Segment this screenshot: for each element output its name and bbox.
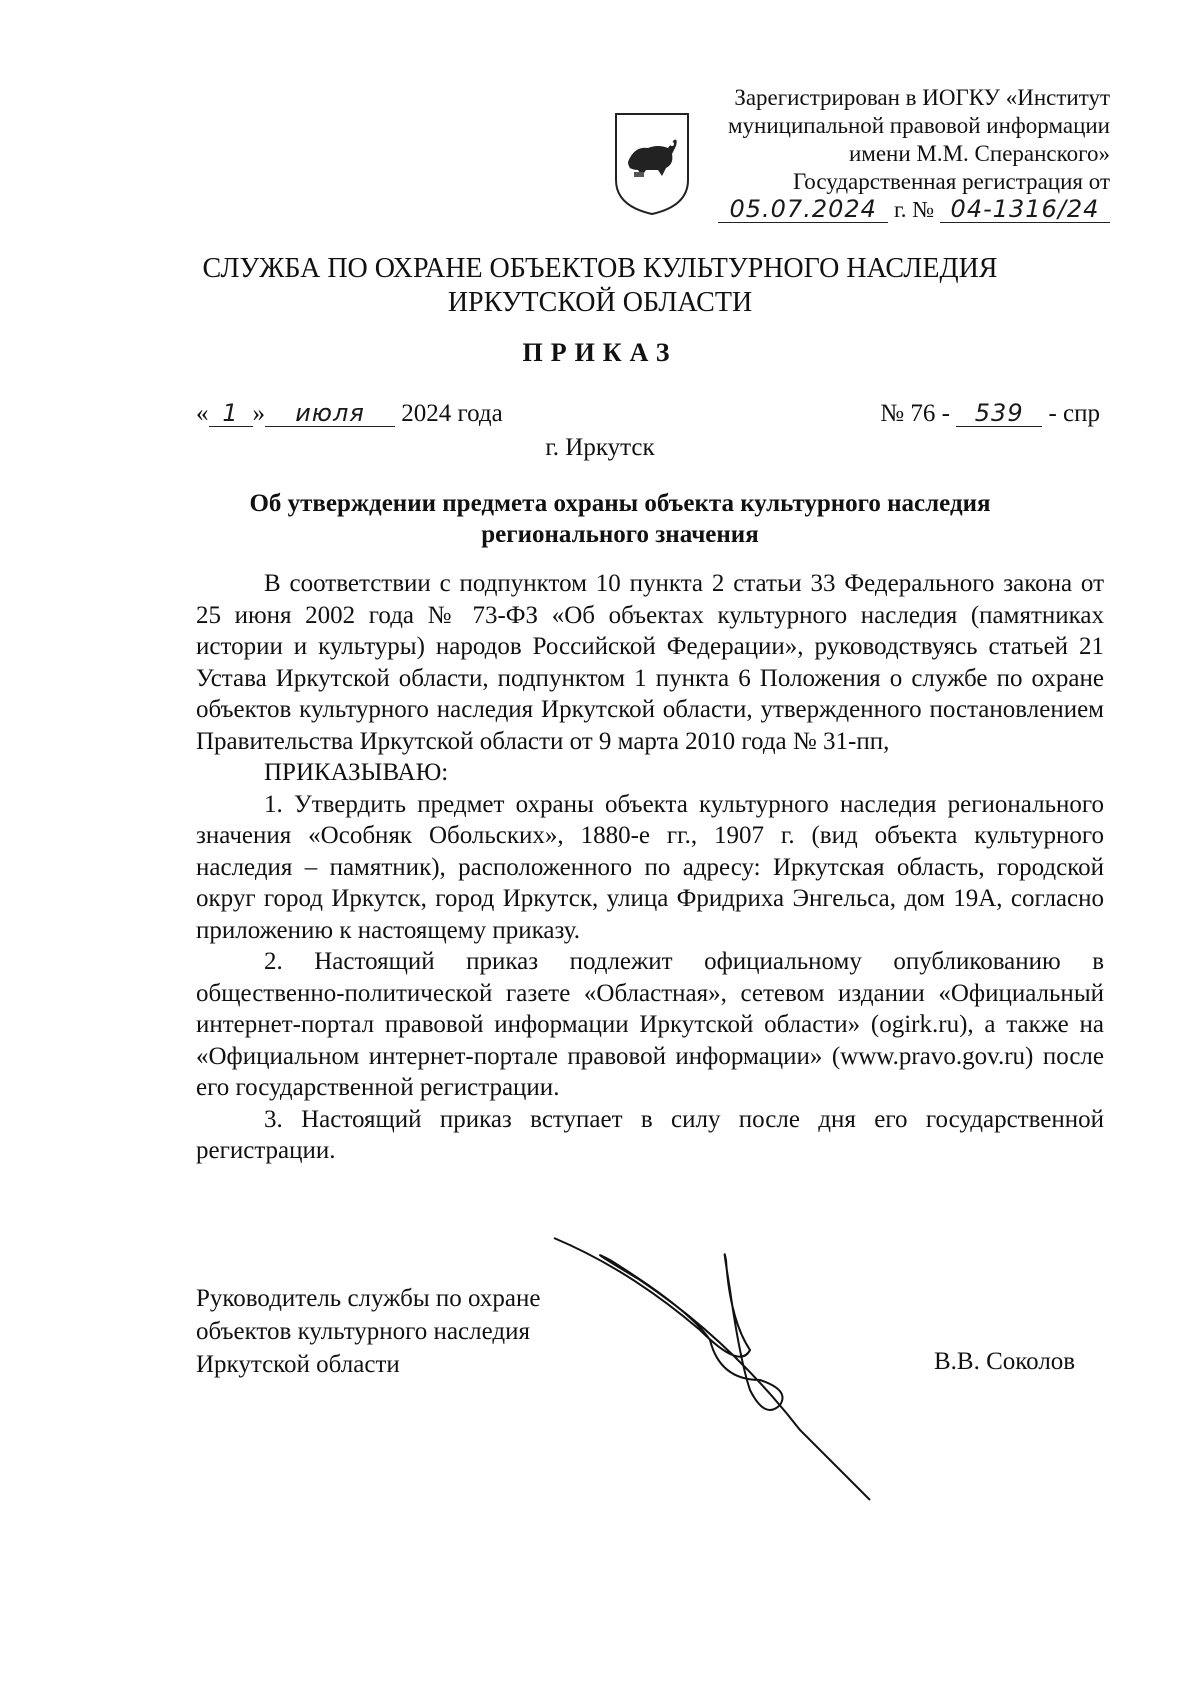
registration-year-suffix: г. № bbox=[893, 197, 935, 222]
order-item-2: 2. Настоящий приказ подлежит официальному опубликованию в общественно-политической газете «Областная», сетевом издании «Официальный интернет-портал правовой информации Иркутской области» (ogirk.ru), а также на «Официальном интернет-портале правовой информации» (www.pravo.gov.ru) после его государственной регистрации. bbox=[196, 948, 1104, 1101]
signatory-position-line-3: Иркутской области bbox=[196, 1351, 400, 1378]
registration-line-4: Государственная регистрация от bbox=[793, 169, 1110, 194]
registration-line-3: имени М.М. Сперанского» bbox=[848, 141, 1110, 166]
signatory-name: В.В. Соколов bbox=[934, 1348, 1076, 1375]
document-title-line-1: Об утверждении предмета охраны объекта культурного наследия bbox=[249, 490, 991, 517]
date-year: 2024 года bbox=[401, 400, 503, 427]
order-item-3: 3. Настоящий приказ вступает в силу после дня его государственной регистрации. bbox=[196, 1105, 1104, 1164]
document-title-line-2: регионального значения bbox=[481, 521, 759, 548]
agency-name-line-2: ИРКУТСКОЙ ОБЛАСТИ bbox=[447, 287, 753, 318]
order-item-1: 1. Утвердить предмет охраны объекта культурного наследия регионального значения «Особняк Обольских», 1880-е гг., 1907 г. (вид объекта культурного наследия – памятник), расположенного по адресу: Иркутская область, городской округ город Иркутск, город Иркутск, улица Фридриха Энгельса, дом 19А, согласно приложению к настоящему приказу. bbox=[196, 790, 1104, 944]
city: г. Иркутск bbox=[545, 434, 655, 461]
document-type: ПРИКАЗ bbox=[522, 338, 678, 367]
agency-name bbox=[0, 252, 1200, 320]
registration-number: 04-1316/24 bbox=[940, 196, 1110, 223]
registration-line-2: муниципальной правовой информации bbox=[727, 113, 1110, 138]
coat-of-arms-emblem bbox=[612, 110, 692, 218]
registration-date-number-line bbox=[690, 196, 1110, 224]
signatory-position-line-1: Руководитель службы по охране bbox=[196, 1285, 541, 1312]
order-word: ПРИКАЗЫВАЮ: bbox=[264, 759, 449, 786]
signatory-position bbox=[196, 1282, 540, 1381]
order-date bbox=[196, 400, 503, 428]
document-body bbox=[196, 568, 1104, 1167]
date-month: июля bbox=[265, 400, 395, 427]
document-title bbox=[180, 488, 1060, 550]
preamble-paragraph: В соответствии с подпунктом 10 пункта 2 статьи 33 Федерального закона от 25 июня 2002 года № 73-ФЗ «Об объектах культурного наследия (памятниках истории и культуры) народов Российской Федерации», руководствуясь статьей 21 Устава Иркутской области, подпунктом 1 пункта 6 Положения о службе по охране объектов культурного наследия Иркутской области, утвержденного постановлением Правительства Иркутской области от 9 марта 2010 года № 31-пп, bbox=[196, 570, 1104, 755]
order-number-value: 539 bbox=[956, 400, 1042, 427]
date-open-quote: « bbox=[196, 400, 209, 427]
handwritten-signature bbox=[550, 1230, 890, 1510]
agency-name-line-1: СЛУЖБА ПО ОХРАНЕ ОБЪЕКТОВ КУЛЬТУРНОГО НАСЛЕДИЯ bbox=[202, 253, 998, 284]
registration-block bbox=[690, 84, 1110, 224]
date-close-quote: » bbox=[252, 400, 265, 427]
signatory-position-line-2: объектов культурного наследия bbox=[196, 1318, 530, 1345]
date-day: 1 bbox=[209, 400, 253, 427]
registration-line-1: Зарегистрирован в ИОГКУ «Институт bbox=[734, 85, 1110, 110]
registration-date: 05.07.2024 bbox=[718, 196, 888, 223]
order-number-prefix: № 76 - bbox=[880, 400, 950, 427]
order-number-suffix: - спр bbox=[1048, 400, 1100, 427]
order-number bbox=[880, 400, 1100, 428]
